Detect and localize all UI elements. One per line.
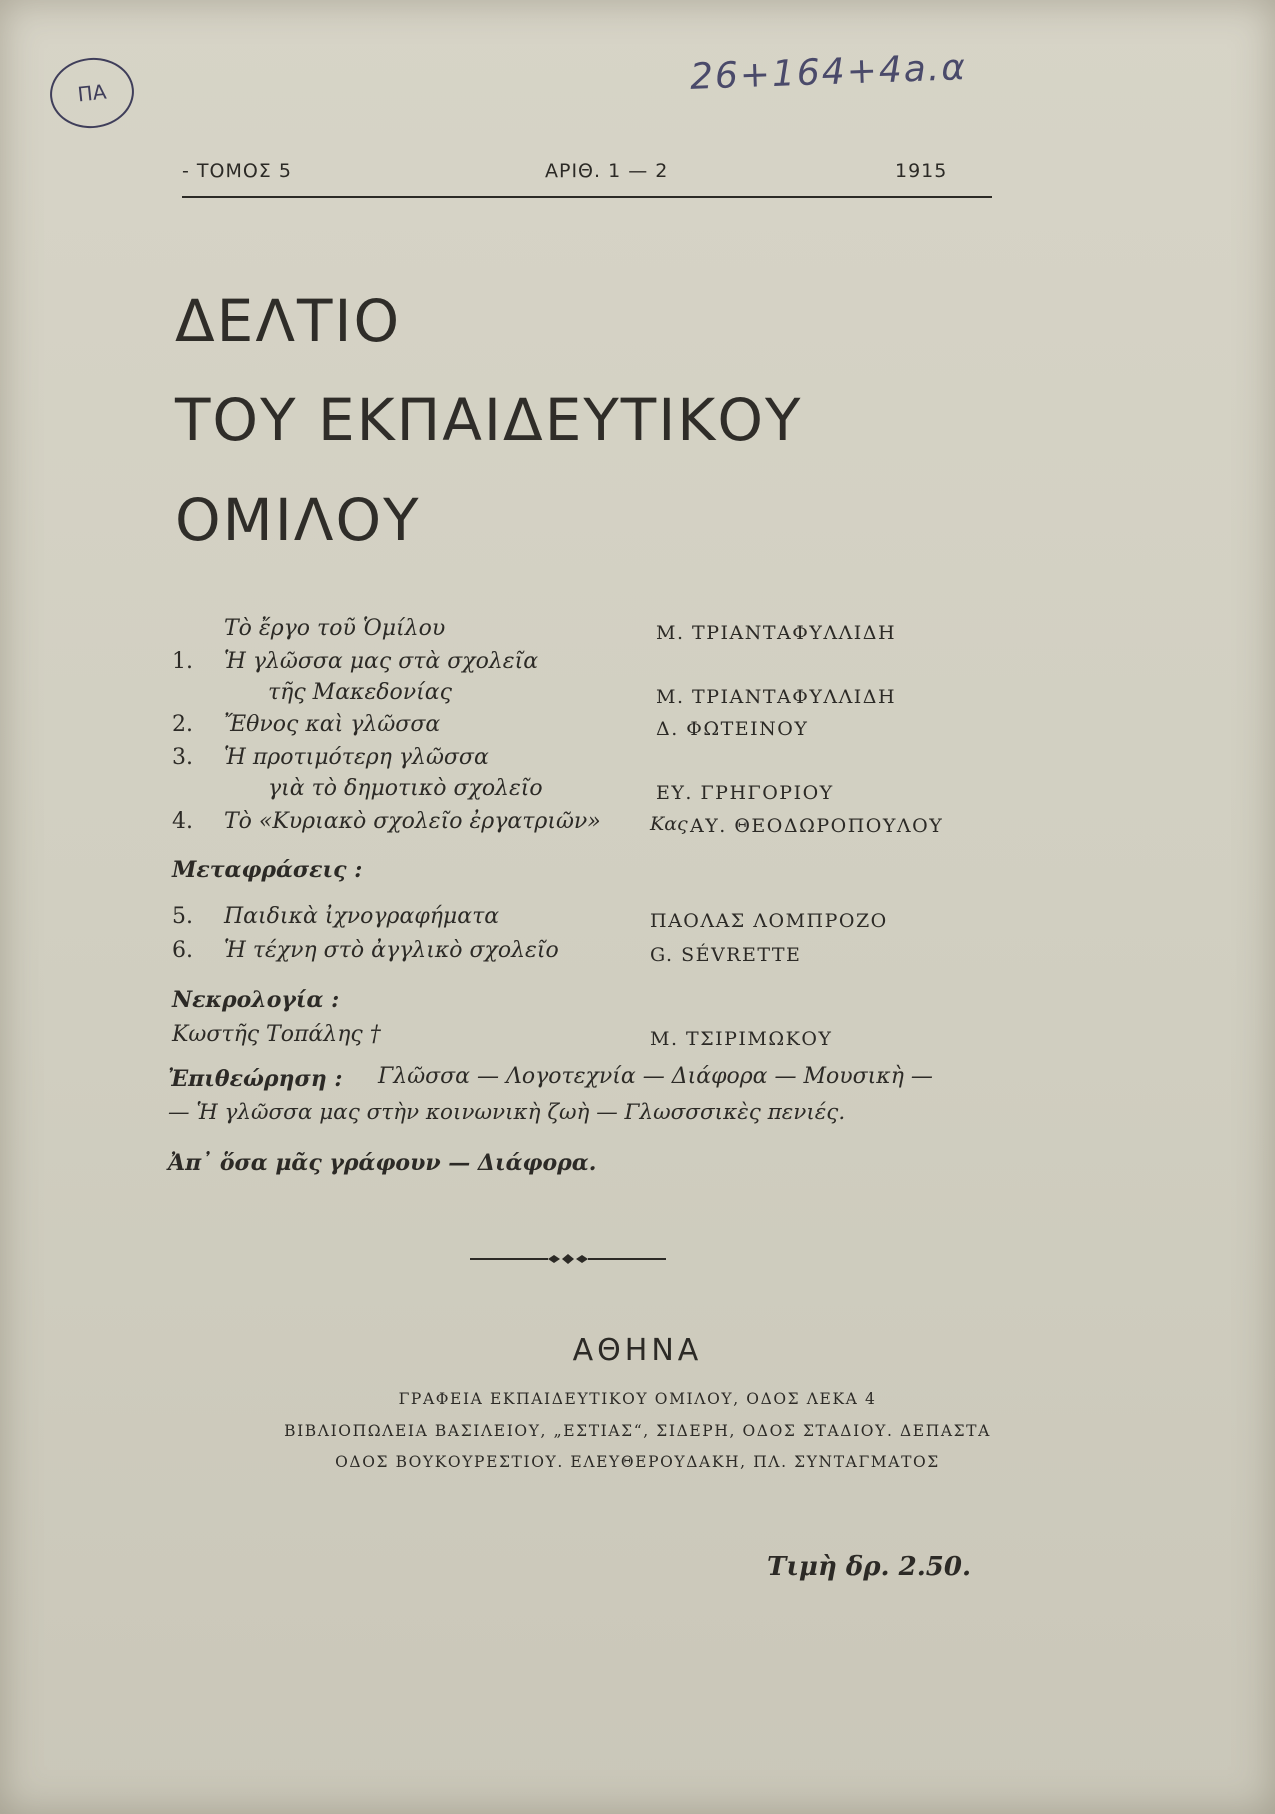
toc-item-5-title: Παιδικὰ ἰχνογραφήματα xyxy=(224,904,500,929)
review-heading: Ἐπιθεώρηση : xyxy=(168,1066,343,1092)
volume-label: - ΤΟΜΟΣ 5 xyxy=(182,160,292,182)
toc-item-number: 2. xyxy=(172,712,193,737)
title-line-3: ΟΜΙΛΟΥ xyxy=(175,486,421,554)
toc-item-number: 1. xyxy=(172,649,193,674)
toc-item-2-title: Ἔθνος καὶ γλῶσσα xyxy=(224,712,441,737)
issue-label: ΑΡΙΘ. 1 — 2 xyxy=(545,160,669,182)
toc-item-4-title: Τὸ «Κυριακὸ σχολεῖο ἐργατριῶν» xyxy=(224,809,601,834)
toc-item-4-author-prefix: Κας xyxy=(650,813,688,835)
review-line-2: — Ἡ γλῶσσα μας στὴν κοινωνικὴ ζωὴ — Γλωσσσικὲς πενιές. xyxy=(168,1100,846,1125)
price-label: Τιμὴ δρ. 2.50. xyxy=(767,1552,972,1582)
toc-item-3-title-line-2: γιὰ τὸ δημοτικὸ σχολεῖο xyxy=(268,776,543,801)
toc-item-number: 3. xyxy=(172,745,193,770)
toc-item-4-author: ΑΥ. ΘΕΟΔΩΡΟΠΟΥΛΟΥ xyxy=(690,815,944,837)
toc-item-3-title-line-1: Ἡ προτιμότερη γλῶσσα xyxy=(224,745,489,770)
review-line-1: Γλῶσσα — Λογοτεχνία — Διάφορα — Μουσικὴ — xyxy=(378,1064,933,1089)
title-line-1: ΔΕΛΤΙΟ xyxy=(175,287,402,355)
obituary-heading: Νεκρολογία : xyxy=(172,987,340,1013)
letters-section: Ἀπ᾽ ὅσα μᾶς γράφουν — Διάφορα. xyxy=(168,1150,597,1176)
toc-intro-author: Μ. ΤΡΙΑΝΤΑΦΥΛΛΙΔΗ xyxy=(656,622,897,644)
year-label: 1915 xyxy=(895,160,948,182)
toc-item-5-author: ΠΑΟΛΑΣ ΛΟΜΠΡΟΖΟ xyxy=(650,910,888,932)
header-rule xyxy=(182,196,992,198)
translations-heading: Μεταφράσεις : xyxy=(172,857,363,883)
toc-item-number: 6. xyxy=(172,938,193,963)
toc-item-1-title-line-1: Ἡ γλῶσσα μας στὰ σχολεῖα xyxy=(224,649,539,674)
toc-item-1-author: Μ. ΤΡΙΑΝΤΑΦΥΛΛΙΔΗ xyxy=(656,686,897,708)
toc-item-3-author: ΕΥ. ΓΡΗΓΟΡΙΟΥ xyxy=(656,782,834,804)
obituary-author: Μ. ΤΣΙΡΙΜΩΚΟΥ xyxy=(650,1028,833,1050)
obituary-title: Κωστῆς Τοπάλης † xyxy=(172,1022,381,1047)
toc-item-number: 5. xyxy=(172,904,193,929)
address-line-3: ΟΔΟΣ ΒΟΥΚΟΥΡΕΣΤΙΟΥ. ΕΛΕΥΘΕΡΟΥΔΑΚΗ, ΠΛ. ΣΥΝΤΑΓΜΑΤΟΣ xyxy=(335,1453,940,1471)
address-line-1: ΓΡΑΦΕΙΑ ΕΚΠΑΙΔΕΥΤΙΚΟΥ ΟΜΙΛΟΥ, ΟΔΟΣ ΛΕΚΑ 4 xyxy=(398,1390,877,1408)
toc-intro-title: Τὸ ἔργο τοῦ Ὁμίλου xyxy=(224,616,446,641)
toc-item-6-author: G. SÉVRETTE xyxy=(650,944,802,966)
title-line-2: ΤΟΥ ΕΚΠΑΙΔΕΥΤΙΚΟΥ xyxy=(175,386,803,454)
handwritten-number: 26+164+4a.α xyxy=(689,47,968,98)
toc-item-1-title-line-2: τῆς Μακεδονίας xyxy=(268,680,452,705)
address-line-2: ΒΙΒΛΙΟΠΩΛΕΙΑ ΒΑΣΙΛΕΙΟΥ, „ΕΣΤΙΑΣ“, ΣΙΔΕΡΗ, ΟΔΟΣ ΣΤΑΔΙΟΥ. ΔΕΠΑΣΤΑ xyxy=(284,1422,991,1440)
toc-item-6-title: Ἡ τέχνη στὸ ἀγγλικὸ σχολεῖο xyxy=(224,938,559,963)
toc-item-2-author: Δ. ΦΩΤΕΙΝΟΥ xyxy=(656,718,809,740)
city-name: ΑΘΗΝΑ xyxy=(572,1333,703,1368)
divider-ornament-icon xyxy=(470,1252,666,1266)
circled-handwritten-mark: ΠΑ xyxy=(47,54,138,132)
toc-item-number: 4. xyxy=(172,809,193,834)
